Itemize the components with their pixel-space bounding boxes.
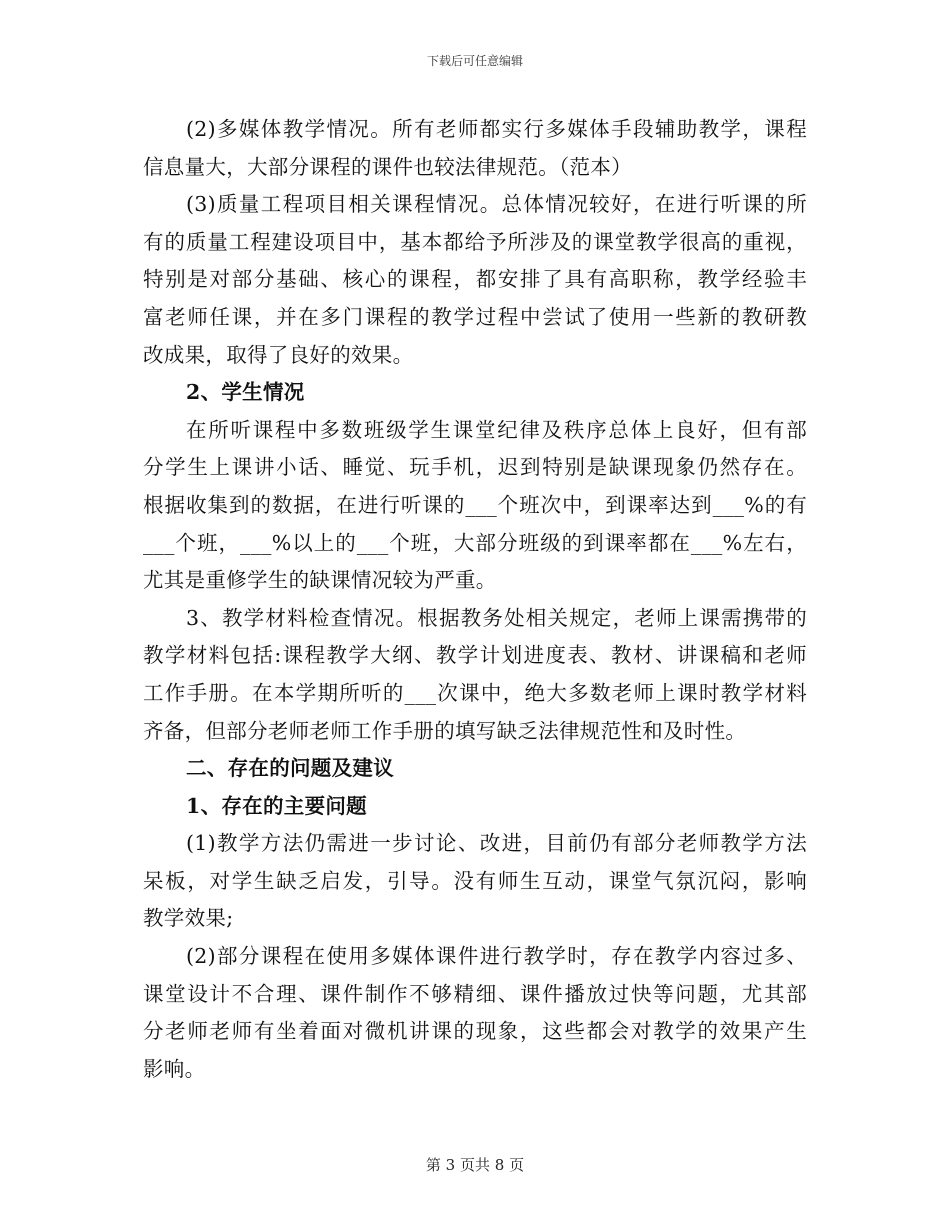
paragraph-line: 分学生上课讲小话、睡觉、玩手机，迟到特别是缺课现象仍然存在。 — [143, 455, 807, 480]
paragraph-line: 特别是对部分基础、核心的课程，都安排了具有高职称，教学经验丰 — [143, 267, 807, 292]
paragraph-line: 有的质量工程建设项目中，基本都给予所涉及的课堂教学很高的重视， — [143, 229, 807, 254]
paragraph-line: (2)多媒体教学情况。所有老师都实行多媒体手段辅助教学，课程 — [186, 117, 807, 141]
paragraph-line: 富老师任课，并在多门课程的教学过程中尝试了使用一些新的教研教 — [143, 304, 807, 329]
paragraph-line: 呆板，对学生缺乏启发，引导。没有师生互动，课堂气氛沉闷，影响 — [143, 868, 807, 893]
paragraph-line: 课堂设计不合理、课件制作不够精细、课件播放过快等问题，尤其部 — [143, 981, 807, 1006]
section-heading-line: 二、存在的问题及建议 — [186, 756, 394, 781]
page-header: 下载后可任意编辑 — [426, 54, 523, 68]
paragraph-line: 改成果，取得了良好的效果。 — [143, 342, 414, 367]
section-heading-line: 1、存在的主要问题 — [186, 793, 367, 818]
paragraph-line: 教学材料包括:课程教学大纲、教学计划进度表、教材、讲课稿和老师 — [143, 643, 807, 668]
paragraph-line: (2)部分课程在使用多媒体课件进行教学时，存在教学内容过多、 — [186, 944, 807, 969]
section-heading-line: 2、学生情况 — [186, 380, 305, 405]
paragraph-line: 齐备，但部分老师老师工作手册的填写缺乏法律规范性和及时性。 — [143, 718, 747, 743]
paragraph-line: ___个班，___%以上的___个班，大部分班级的到课率都在___%左右， — [143, 530, 807, 555]
paragraph-line: (1)教学方法仍需进一步讨论、改进，目前仍有部分老师教学方法 — [186, 831, 807, 856]
paragraph-line: 工作手册。在本学期所听的___次课中，绝大多数老师上课时教学材料 — [143, 680, 807, 705]
paragraph-line: 在所听课程中多数班级学生课堂纪律及秩序总体上良好，但有部 — [186, 417, 807, 442]
paragraph-line: 分老师老师有坐着面对微机讲课的现象，这些都会对教学的效果产生 — [143, 1019, 807, 1044]
paragraph-line: 根据收集到的数据，在进行听课的___个班次中，到课率达到___%的有 — [143, 492, 807, 517]
paragraph-line: (3)质量工程项目相关课程情况。总体情况较好，在进行听课的所 — [186, 192, 807, 217]
page-number-footer: 第 3 页共 8 页 — [425, 1156, 525, 1174]
document-body — [143, 111, 807, 1088]
paragraph-line: 信息量大，大部分课程的课件也较法律规范。（范本） — [143, 154, 632, 179]
paragraph-line: 3、教学材料检查情况。根据教务处相关规定，老师上课需携带的 — [186, 605, 807, 630]
paragraph-line: 教学效果; — [143, 906, 234, 931]
paragraph-line: 影响。 — [143, 1056, 206, 1081]
paragraph-line: 尤其是重修学生的缺课情况较为严重。 — [143, 568, 497, 593]
